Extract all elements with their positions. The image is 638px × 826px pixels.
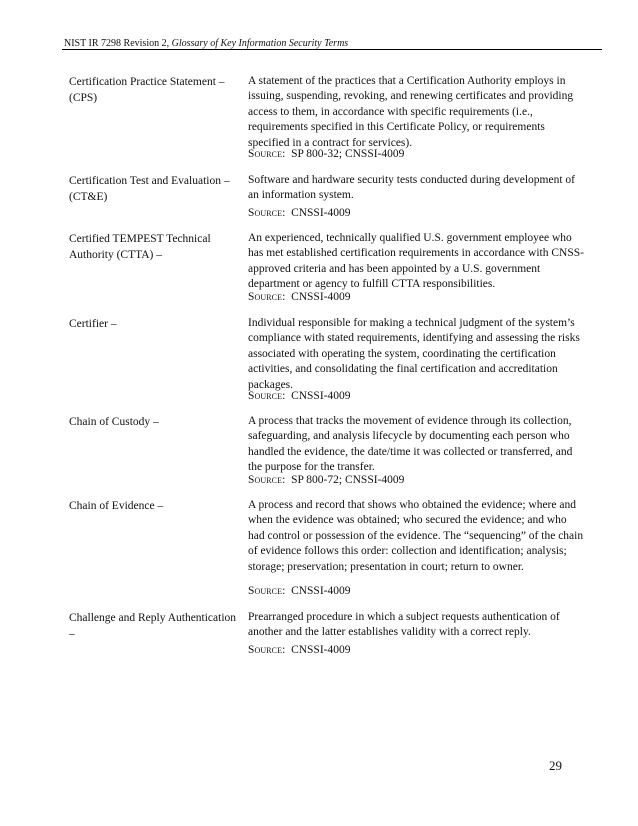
glossary-term: Chain of Custody – <box>69 416 159 428</box>
glossary-source: Source: CNSSI-4009 <box>248 291 351 303</box>
source-label: Source <box>248 474 283 486</box>
source-value: CNSSI-4009 <box>291 207 351 219</box>
glossary-source: Source: CNSSI-4009 <box>248 390 351 402</box>
glossary-term: Challenge and Reply Authentication – <box>69 612 237 640</box>
glossary-source: Source: SP 800-32; CNSSI-4009 <box>248 148 405 160</box>
glossary-definition: A process and record that shows who obtained the evidence; where and when the evidence was obtained; who secured the evidence; and who had control or possession of the evidence. The “sequencing” of the chain of evidence follows this order: collection and identification; analysis; storage; preservation; presentation in court; return to owner. <box>248 499 584 573</box>
glossary-definition: Prearranged procedure in which a subject requests authentication of another and the latter establishes validity with a correct reply. <box>248 611 560 639</box>
source-label: Source <box>248 390 283 402</box>
glossary-term: Chain of Evidence – <box>69 500 164 512</box>
source-value: CNSSI-4009 <box>291 644 351 656</box>
glossary-term: Certified TEMPEST Technical Authority (CTTA) – <box>69 233 211 261</box>
header-prefix: NIST IR 7298 Revision 2, <box>64 38 172 49</box>
glossary-term: Certifier – <box>69 318 117 330</box>
glossary-definition: A statement of the practices that a Certification Authority employs in issuing, suspending, revoking, and renewing certificates and providing access to them, in accordance with specific requirements (i.e., requirements specified in this Certificate Policy, or requirements specified in a contract for services). <box>248 75 574 149</box>
source-value: CNSSI-4009 <box>291 291 351 303</box>
source-label: Source <box>248 148 283 160</box>
source-label: Source <box>248 207 283 219</box>
glossary-definition: An experienced, technically qualified U.S. government employee who has met established certification requirements in accordance with CNSS-approved criteria and has been appointed by a U.S. government department or agency to fulfill CTTA responsibilities. <box>248 232 584 291</box>
source-label: Source <box>248 585 283 597</box>
source-label: Source <box>248 644 283 656</box>
source-value: CNSSI-4009 <box>291 390 351 402</box>
page-number: 29 <box>549 758 562 773</box>
source-value: SP 800-72; CNSSI-4009 <box>291 474 405 486</box>
glossary-source: Source: CNSSI-4009 <box>248 644 351 656</box>
glossary-term: Certification Test and Evaluation – (CT&E) <box>69 175 230 203</box>
glossary-source: Source: SP 800-72; CNSSI-4009 <box>248 474 405 486</box>
glossary-definition: A process that tracks the movement of evidence through its collection, safeguarding, and analysis lifecycle by documenting each person who handled the evidence, the date/time it was collected or transferred, and the purpose for the transfer. <box>248 415 573 474</box>
glossary-source: Source: CNSSI-4009 <box>248 585 351 597</box>
glossary-definition: Software and hardware security tests conducted during development of an information system. <box>248 174 576 202</box>
header-rule <box>62 49 602 50</box>
source-value: SP 800-32; CNSSI-4009 <box>291 148 405 160</box>
glossary-definition: Individual responsible for making a technical judgment of the system’s compliance with stated requirements, identifying and assessing the risks associated with operating the system, coordinating the certification activities, and consolidating the final certification and accreditation packages. <box>248 317 580 391</box>
source-value: CNSSI-4009 <box>291 585 351 597</box>
glossary-source: Source: CNSSI-4009 <box>248 207 351 219</box>
source-label: Source <box>248 291 283 303</box>
glossary-term: Certification Practice Statement – (CPS) <box>69 76 225 104</box>
header-title: Glossary of Key Information Security Terms <box>171 38 349 49</box>
